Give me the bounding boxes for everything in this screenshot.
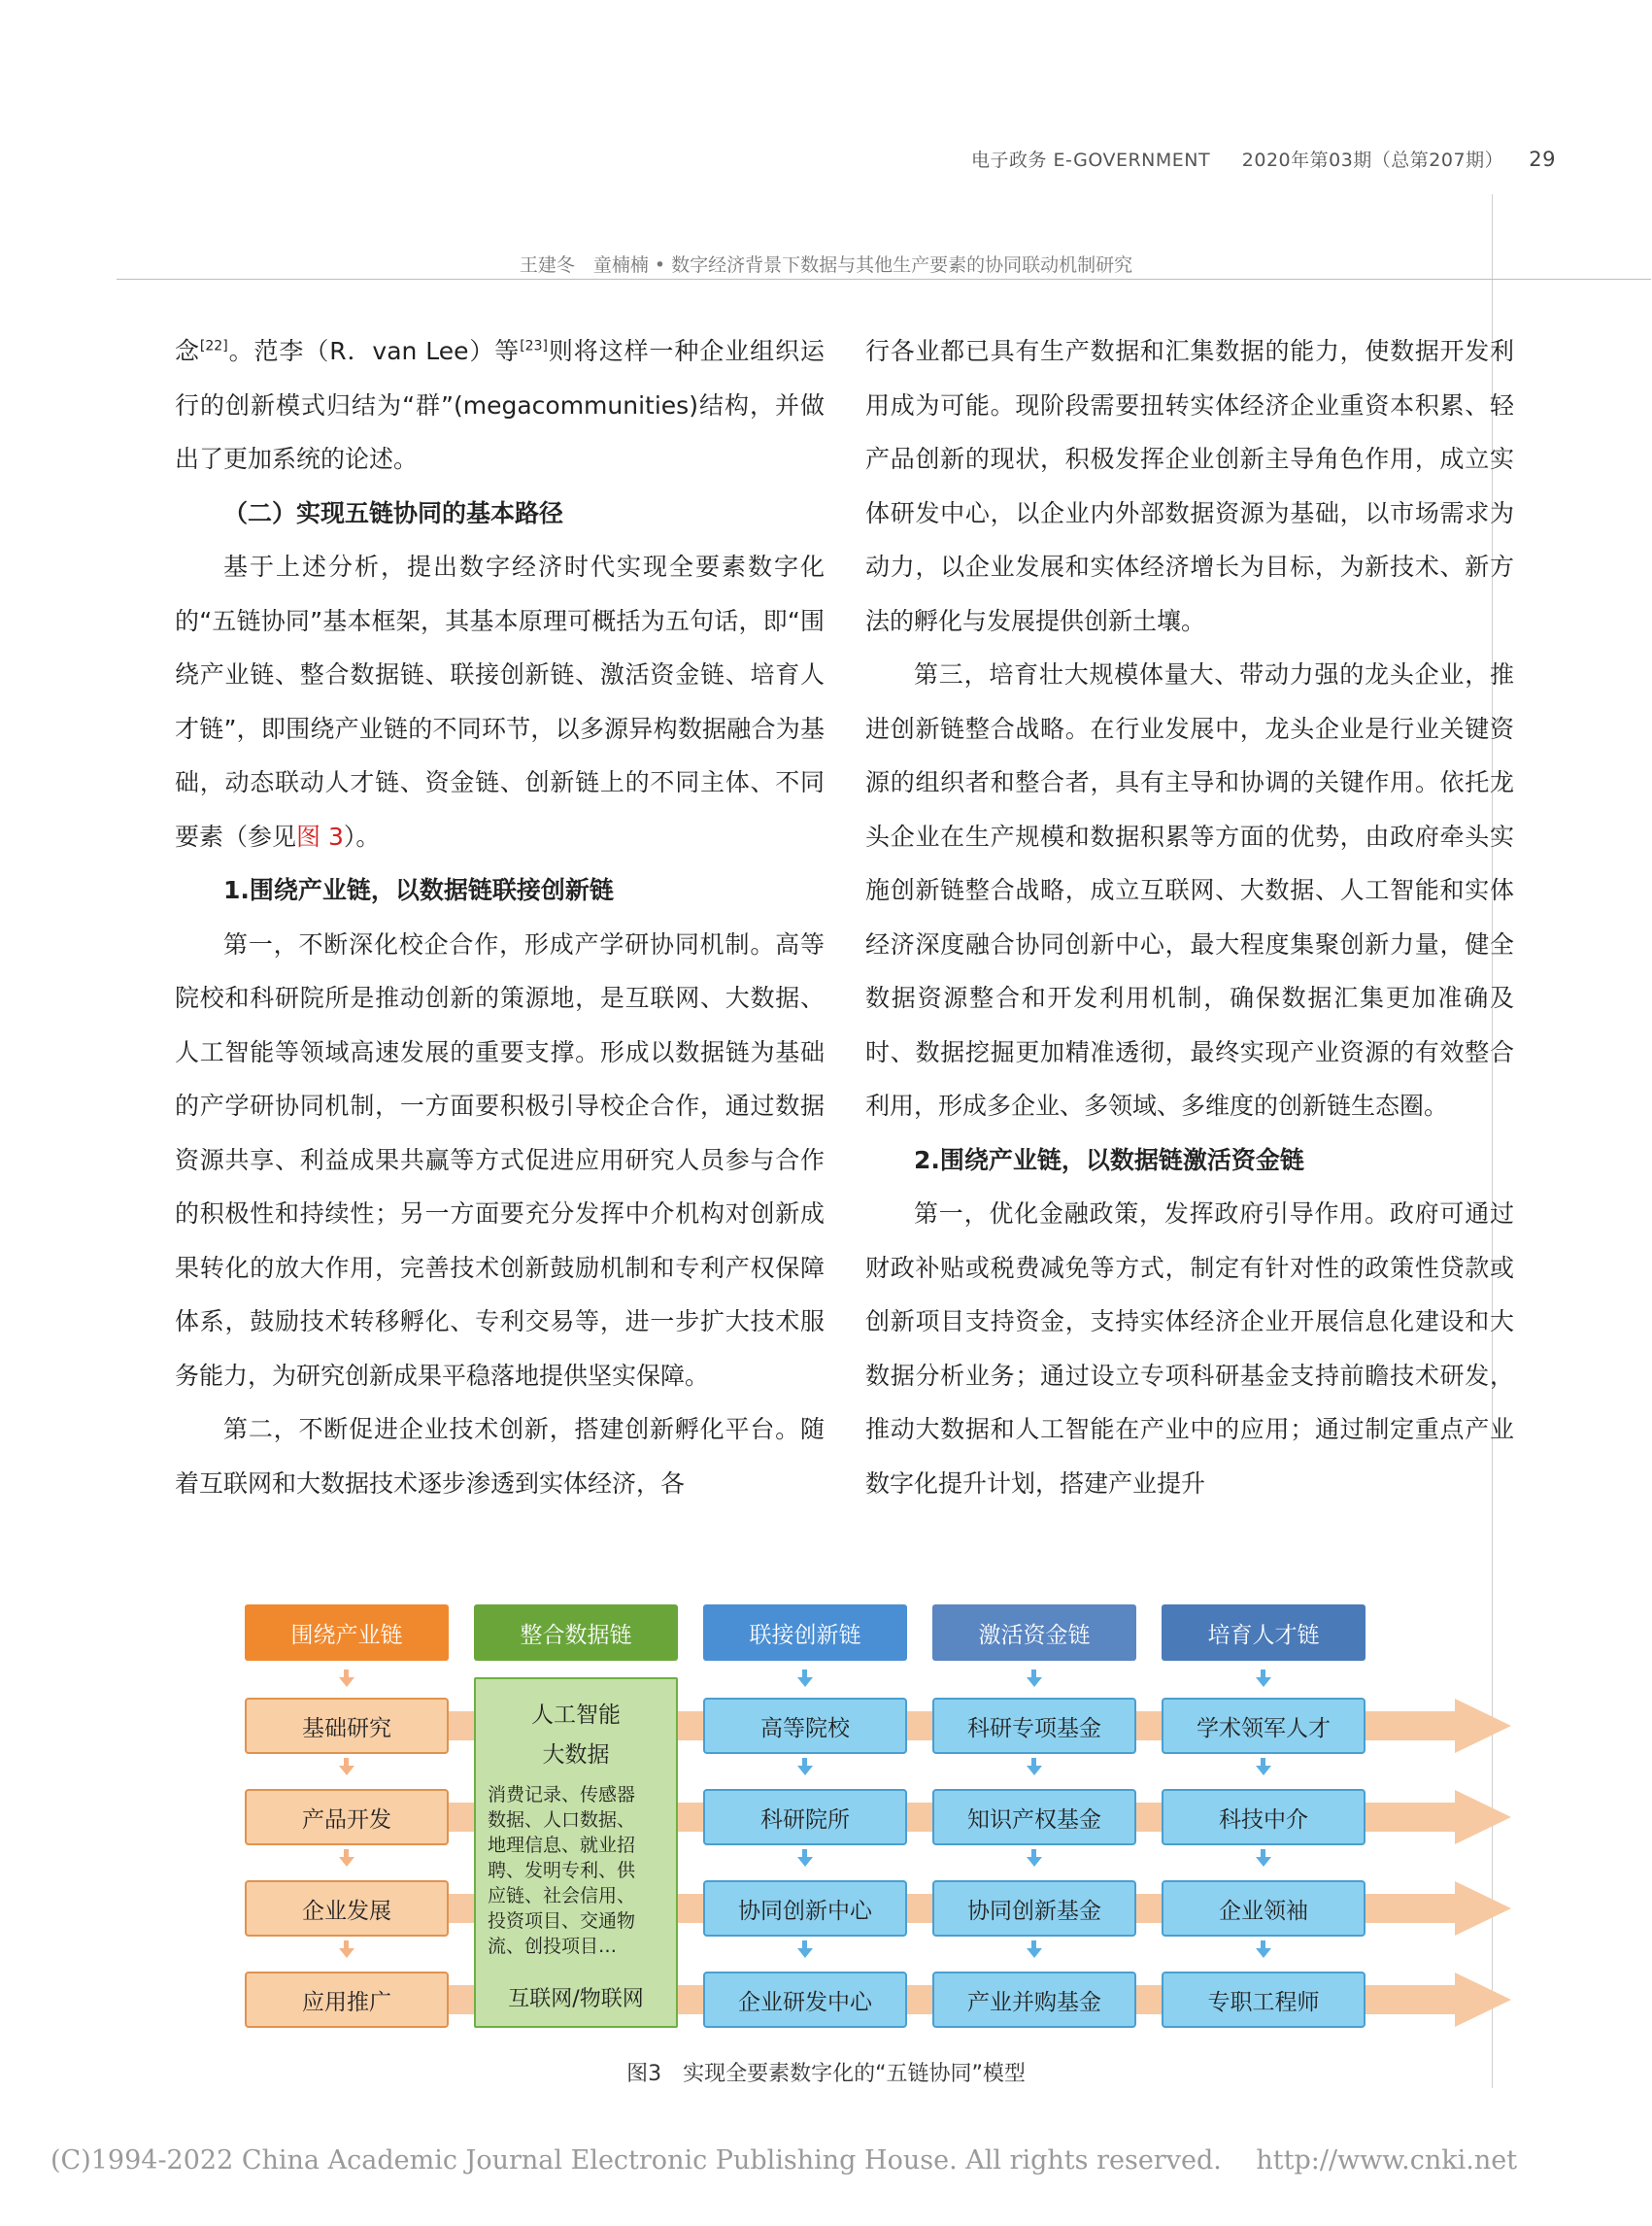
- industry-stage: 企业发展: [245, 1880, 449, 1937]
- talent-node: 学术领军人才: [1162, 1698, 1365, 1754]
- industry-stage: 产品开发: [245, 1789, 449, 1845]
- subsection-heading: 2.围绕产业链，以数据链激活资金链: [914, 1145, 1304, 1174]
- innovation-node: 企业研发中心: [703, 1972, 907, 2028]
- down-arrow: [802, 1670, 807, 1677]
- down-arrow: [1256, 1677, 1271, 1687]
- down-arrow: [1027, 1677, 1042, 1687]
- talent-node: 专职工程师: [1162, 1972, 1365, 2028]
- left-column: [175, 324, 825, 1510]
- down-arrow: [339, 1948, 354, 1958]
- down-arrow: [339, 1857, 354, 1867]
- down-arrow: [797, 1766, 813, 1775]
- data-chain-bigdata: 大数据: [542, 1742, 610, 1768]
- down-arrow: [1027, 1948, 1042, 1958]
- flow-arrow-head: [1455, 1699, 1511, 1753]
- down-arrow: [797, 1677, 813, 1687]
- down-arrow: [1027, 1766, 1042, 1775]
- down-arrow: [1031, 1670, 1036, 1677]
- flow-arrow-head: [1455, 1881, 1511, 1936]
- flow-arrow-head: [1455, 1790, 1511, 1844]
- section-heading: （二）实现五链协同的基本路径: [223, 498, 564, 527]
- down-arrow: [1261, 1758, 1265, 1766]
- flow-arrow-head: [1455, 1973, 1511, 2027]
- down-arrow: [797, 1857, 813, 1867]
- issue-info: 2020年第03期（总第207期）: [1241, 150, 1504, 171]
- down-arrow: [344, 1670, 349, 1677]
- down-arrow: [802, 1758, 807, 1766]
- down-arrow: [1027, 1857, 1042, 1867]
- paragraph: 行各业都已具有生产数据和汇集数据的能力，使数据开发利用成为可能。现阶段需要扭转实体经济企业重资本积累、轻产品创新的现状，积极发挥企业创新主导角色作用，成立实体研发中心，以企业内外部数据资源为基础，以市场需求为动力，以企业发展和实体经济增长为目标，为新技术、新方法的孵化与发展提供创新土壤。: [865, 337, 1514, 635]
- paragraph: 第一，不断深化校企合作，形成产学研协同机制。高等院校和科研院所是推动创新的策源地，是互联网、大数据、人工智能等领域高速发展的重要支撑。形成以数据链为基础的产学研协同机制，一方面要积极引导校企合作，通过数据资源共享、利益成果共赢等方式促进应用研究人员参与合作的积极性和持续性；另一方面要充分发挥中介机构对创新成果转化的放大作用，完善技术创新鼓励机制和专利产权保障体系，鼓励技术转移孵化、专利交易等，进一步扩大技术服务能力，为研究创新成果平稳落地提供坚实保障。: [175, 929, 825, 1390]
- down-arrow: [1261, 1940, 1265, 1948]
- industry-stage: 基础研究: [245, 1698, 449, 1754]
- capital-node: 知识产权基金: [932, 1789, 1136, 1845]
- header-innovation-chain: 联接创新链: [703, 1604, 907, 1661]
- journal-header: [971, 146, 1556, 172]
- innovation-node: 高等院校: [703, 1698, 907, 1754]
- down-arrow: [1031, 1758, 1036, 1766]
- down-arrow: [802, 1940, 807, 1948]
- capital-node: 产业并购基金: [932, 1972, 1136, 2028]
- data-sources: 消费记录、传感器 数据、人口数据、 地理信息、就业招 聘、发明专利、供 应链、社会信用、 投资项目、交通物 流、创投项目…: [488, 1784, 636, 1957]
- innovation-node: 科研院所: [703, 1789, 907, 1845]
- data-chain-box: [474, 1677, 678, 2028]
- down-arrow: [344, 1758, 349, 1766]
- down-arrow: [1256, 1766, 1271, 1775]
- down-arrow: [1256, 1948, 1271, 1958]
- down-arrow: [339, 1766, 354, 1775]
- industry-stage: 应用推广: [245, 1972, 449, 2028]
- down-arrow: [344, 1849, 349, 1857]
- header-talent-chain: 培育人才链: [1162, 1604, 1365, 1661]
- down-arrow: [1031, 1940, 1036, 1948]
- paragraph: 第一，优化金融政策，发挥政府引导作用。政府可通过财政补贴或税费减免等方式，制定有针对性的政策性贷款或创新项目支持资金，支持实体经济企业开展信息化建设和大数据分析业务；通过设立专项科研基金支持前瞻技术研发，推动大数据和人工智能在产业中的应用；通过制定重点产业数字化提升计划，搭建产业提升: [865, 1199, 1514, 1498]
- capital-node: 协同创新基金: [932, 1880, 1136, 1937]
- right-column: [865, 324, 1514, 1510]
- capital-node: 科研专项基金: [932, 1698, 1136, 1754]
- down-arrow: [344, 1940, 349, 1948]
- header-data-chain: 整合数据链: [474, 1604, 678, 1661]
- citation[interactable]: [23]: [520, 338, 548, 354]
- page-number: 29: [1529, 148, 1556, 171]
- talent-node: 科技中介: [1162, 1789, 1365, 1845]
- down-arrow: [1256, 1857, 1271, 1867]
- paragraph: 第二，不断促进企业技术创新，搭建创新孵化平台。随着互联网和大数据技术逐步渗透到实体经济，各: [175, 1415, 825, 1498]
- down-arrow: [1261, 1670, 1265, 1677]
- data-chain-ai: 人工智能: [531, 1703, 621, 1728]
- down-arrow: [797, 1948, 813, 1958]
- copyright-footer: (C)1994-2022 China Academic Journal Electronic Publishing House. All rights reserved. http://www.cnki.net: [51, 2145, 1518, 2175]
- header-rule: [117, 279, 1651, 280]
- down-arrow: [1031, 1849, 1036, 1857]
- header-industry-chain: 围绕产业链: [245, 1604, 449, 1661]
- down-arrow: [802, 1849, 807, 1857]
- header-capital-chain: 激活资金链: [932, 1604, 1136, 1661]
- journal-name: 电子政务 E-GOVERNMENT: [971, 150, 1211, 171]
- down-arrow: [339, 1677, 354, 1687]
- data-chain-network: 互联网/物联网: [508, 1987, 644, 2011]
- paragraph: 念[22]。范李（R．van Lee）等[23]则将这样一种企业组织运行的创新模式归结为“群”(megacommunities)结构，并做出了更加系统的论述。: [175, 337, 825, 473]
- paragraph: 基于上述分析，提出数字经济时代实现全要素数字化的“五链协同”基本框架，其基本原理可概括为五句话，即“围绕产业链、整合数据链、联接创新链、激活资金链、培育人才链”，即围绕产业链的不同环节，以多源异构数据融合为基础，动态联动人才链、资金链、创新链上的不同主体、不同要素（参见图 3）。: [175, 553, 825, 851]
- citation[interactable]: [22]: [199, 338, 228, 354]
- figure-link[interactable]: 图 3: [296, 822, 344, 851]
- paragraph: 第三，培育壮大规模体量大、带动力强的龙头企业，推进创新链整合战略。在行业发展中，龙头企业是行业关键资源的组织者和整合者，具有主导和协调的关键作用。依托龙头企业在生产规模和数据积累等方面的优势，由政府牵头实施创新链整合战略，成立互联网、大数据、人工智能和实体经济深度融合协同创新中心，最大程度集聚创新力量，健全数据资源整合和开发利用机制，确保数据汇集更加准确及时、数据挖掘更加精准透彻，最终实现产业资源的有效整合利用，形成多企业、多领域、多维度的创新链生态圈。: [865, 660, 1514, 1120]
- figure-caption: 图3 实现全要素数字化的“五链协同”模型: [626, 2062, 1026, 2086]
- down-arrow: [1261, 1849, 1265, 1857]
- innovation-node: 协同创新中心: [703, 1880, 907, 1937]
- subsection-heading: 1.围绕产业链，以数据链联接创新链: [223, 876, 614, 904]
- talent-node: 企业领袖: [1162, 1880, 1365, 1937]
- running-title: 王建冬 童楠楠 • 数字经济背景下数据与其他生产要素的协同联动机制研究: [519, 254, 1133, 276]
